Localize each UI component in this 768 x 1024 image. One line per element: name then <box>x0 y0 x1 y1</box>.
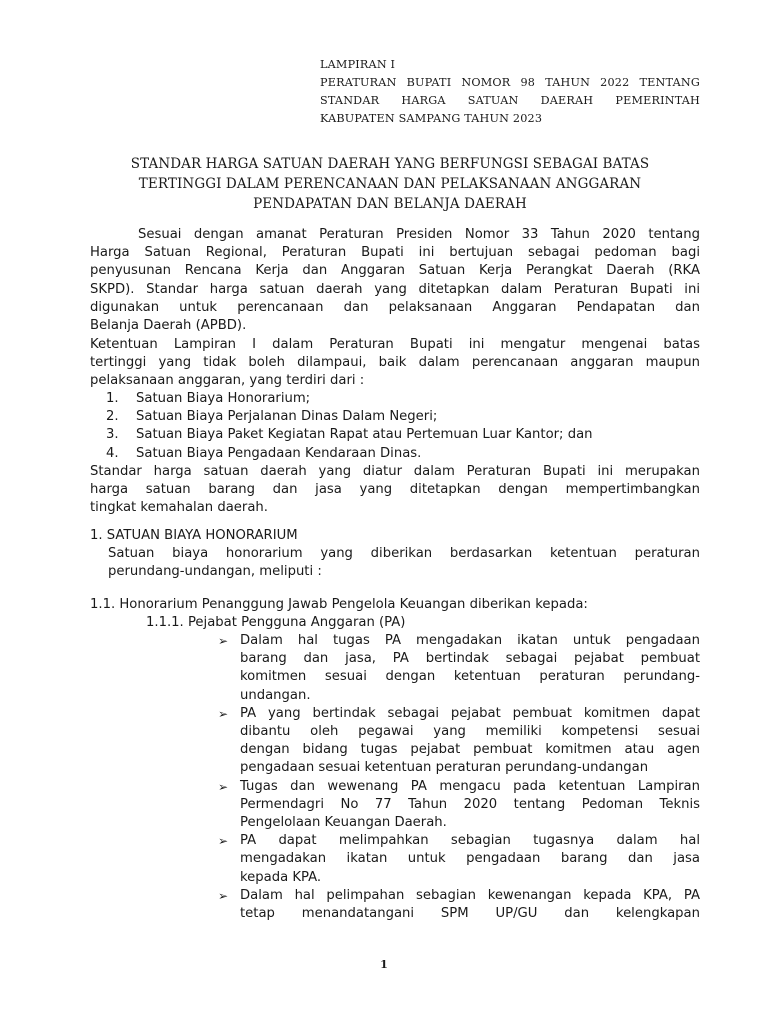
subsection-heading: 1.1. Honorarium Penanggung Jawab Pengelola Keuangan diberikan kepada: <box>90 597 588 612</box>
text-line: digunakan untuk perencanaan dan pelaksanaan Anggaran Pendapatan dan <box>90 299 700 315</box>
list-item: ➢ Dalam hal pelimpahan sebagian kewenangan kepada KPA, PA tetap menandatangani SPM UP/GU dan kelengkapan <box>218 887 700 922</box>
title-line: PENDAPATAN DAN BELANJA DAERAH <box>253 196 527 212</box>
list-item: 4. Satuan Biaya Pengadaan Kendaraan Dinas. <box>106 445 422 461</box>
text-line: tertinggi yang tidak boleh dilampaui, baik dalam perencanaan anggaran maupun <box>90 355 700 371</box>
title-line: TERTINGGI DALAM PERENCANAAN DAN PELAKSANAAN ANGGARAN <box>138 176 642 192</box>
title-line: STANDAR HARGA SATUAN DAERAH YANG BERFUNGSI SEBAGAI BATAS <box>130 156 650 172</box>
page-number: 1 <box>380 958 388 971</box>
text-line: pelaksanaan anggaran, yang terdiri dari : <box>90 373 365 389</box>
arrow-bullet-icon: ➢ <box>218 888 229 903</box>
lampiran-header <box>320 56 700 128</box>
list-item: ➢ Tugas dan wewenang PA mengacu pada ketentuan Lampiran Permendagri No 77 Tahun 2020 tentang Pedoman Teknis Pengelolaan Keuangan Daerah. <box>218 778 700 831</box>
intro-paragraph-1 <box>90 226 700 335</box>
arrow-bullet-icon: ➢ <box>218 834 229 849</box>
document-title <box>100 154 680 214</box>
text-line: penyusunan Rencana Kerja dan Anggaran Satuan Kerja Perangkat Daerah (RKA <box>90 263 700 279</box>
intro-paragraph-2 <box>90 336 700 391</box>
arrow-bullet-icon: ➢ <box>218 779 229 794</box>
list-item: 3. Satuan Biaya Paket Kegiatan Rapat atau Pertemuan Luar Kantor; dan <box>106 427 593 443</box>
text-line: perundang-undangan, meliputi : <box>108 564 322 580</box>
text-line: Standar harga satuan daerah yang diatur dalam Peraturan Bupati ini merupakan <box>90 464 700 479</box>
text-line: tingkat kemahalan daerah. <box>90 500 268 516</box>
subsubsection-heading: 1.1.1. Pejabat Pengguna Anggaran (PA) <box>146 615 406 630</box>
component-list <box>90 390 700 463</box>
header-line: PERATURAN BUPATI NOMOR 98 TAHUN 2022 TENTANG <box>320 76 700 89</box>
text-line: Harga Satuan Regional, Peraturan Bupati ini bertujuan sebagai pedoman bagi <box>90 245 700 261</box>
arrow-bullet-icon: ➢ <box>218 634 229 648</box>
list-item: 1. Satuan Biaya Honorarium; <box>106 391 311 406</box>
list-item: 2. Satuan Biaya Perjalanan Dinas Dalam Negeri; <box>106 409 438 425</box>
list-item: ➢ PA dapat melimpahkan sebagian tugasnya dalam hal mengadakan ikatan untuk pengadaan barang dan jasa kepada KPA. <box>218 833 700 885</box>
arrow-bullet-icon: ➢ <box>218 706 229 721</box>
text-line: harga satuan barang dan jasa yang ditetapkan dengan mempertimbangkan <box>90 482 700 498</box>
section-heading: 1. SATUAN BIAYA HONORARIUM <box>90 528 298 543</box>
text-line: Sesuai dengan amanat Peraturan Presiden Nomor 33 Tahun 2020 tentang <box>138 227 700 242</box>
text-line: SKPD). Standar harga satuan daerah yang ditetapkan dalam Peraturan Bupati ini <box>90 281 700 297</box>
section-description <box>108 545 700 581</box>
text-line: Ketentuan Lampiran I dalam Peraturan Bupati ini mengatur mengenai batas <box>90 337 700 352</box>
header-line: LAMPIRAN I <box>320 58 396 71</box>
header-line: KABUPATEN SAMPANG TAHUN 2023 <box>320 112 543 125</box>
intro-paragraph-3 <box>90 463 700 518</box>
bullet-list <box>218 632 700 923</box>
text-line: Belanja Daerah (APBD). <box>90 318 247 334</box>
text-line: Satuan biaya honorarium yang diberikan berdasarkan ketentuan peraturan <box>108 546 700 561</box>
list-item: ➢ Dalam hal tugas PA mengadakan ikatan untuk pengadaan barang dan jasa, PA bertindak sebagai pejabat pembuat komitmen sesuai dengan ketentuan peraturan perundang- undangan. <box>218 633 700 703</box>
list-item: ➢ PA yang bertindak sebagai pejabat pembuat komitmen dapat dibantu oleh pegawai yang memiliki kompetensi sesuai dengan bidang tugas pejabat pembuat komitmen atau agen pengadaan sesuai ketentuan peraturan perundang-undangan <box>218 705 700 776</box>
header-line: STANDAR HARGA SATUAN DAERAH PEMERINTAH <box>320 94 700 107</box>
